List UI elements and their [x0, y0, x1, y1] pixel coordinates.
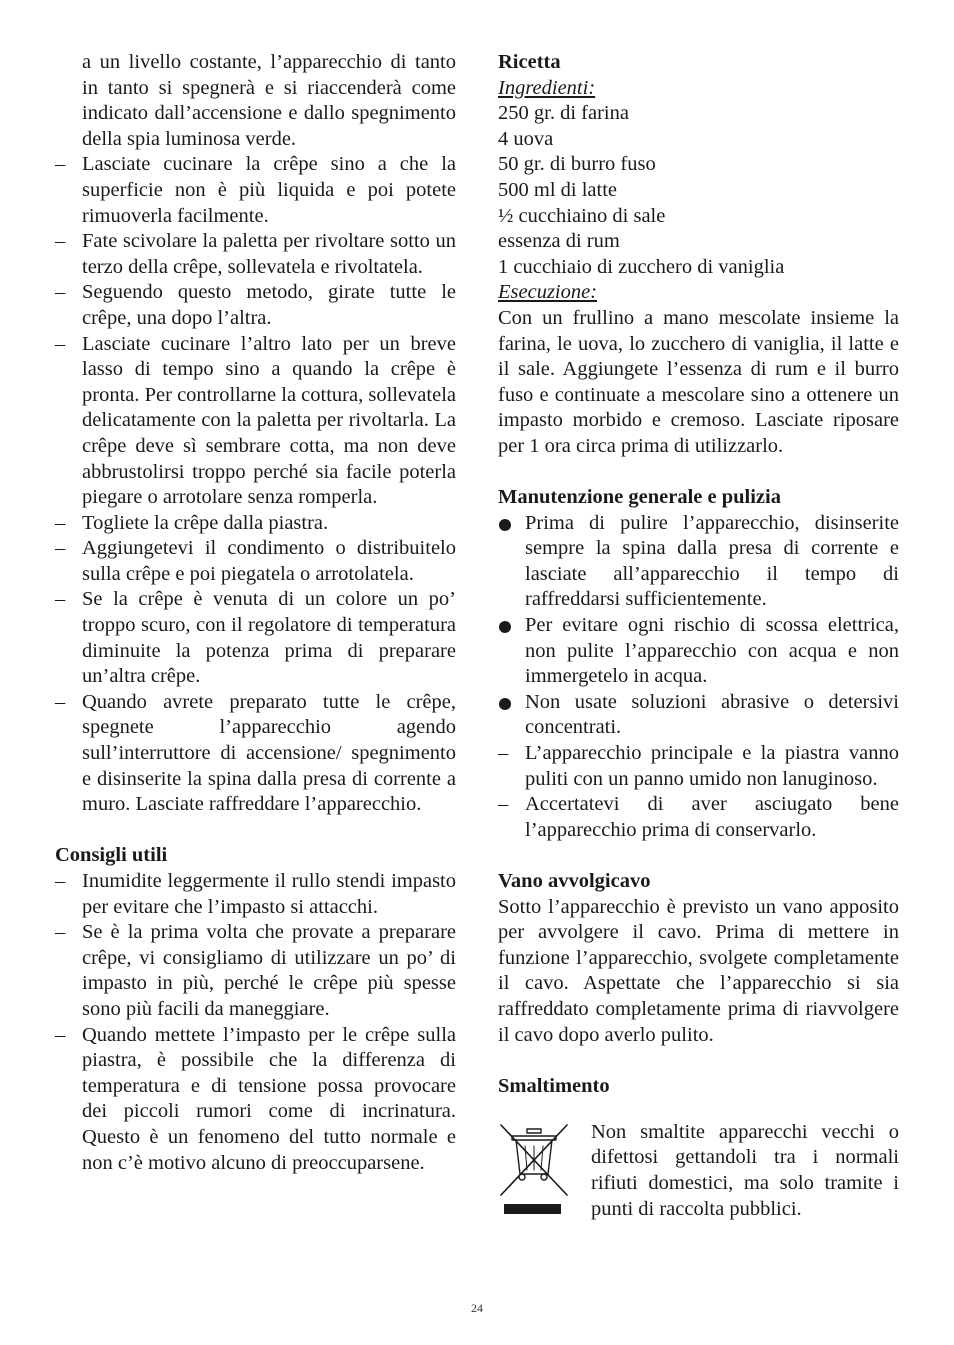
maintenance-heading: Manutenzione generale e pulizia — [498, 486, 781, 509]
recipe-heading: Ricetta — [498, 51, 561, 73]
ingredient: 50 gr. di burro fuso — [498, 153, 656, 176]
bullet-dot-icon — [499, 519, 511, 531]
maintenance-bullet: Prima di pulire l’apparecchio, disinserite sempre la spina dalla presa di corrente e lasciate all’apparecchio il tempo di raffreddarsi sufficientemente. — [498, 511, 899, 613]
step-item: – Fate scivolare la paletta per rivoltare sotto un terzo della crêpe, sollevatela e rivoltatela. — [55, 230, 456, 278]
tip-item: – Se è la prima volta che provate a preparare crêpe, vi consigliamo di utilizzare un po’ di impasto in più, perché le crêpe più spesse sono più facili da maneggiare. — [55, 921, 456, 1020]
ingredients-list — [498, 101, 899, 280]
right-column — [498, 50, 899, 1243]
maintenance-dash-item: – L’apparecchio principale e la piastra vanno puliti con un panno umido non lanuginoso. — [498, 742, 899, 790]
bullet-dot-icon — [499, 698, 511, 710]
tips-heading: Consigli utili — [55, 844, 168, 867]
ingredient: 250 gr. di farina — [498, 102, 629, 125]
ingredient: 500 ml di latte — [498, 178, 617, 201]
execution-text: Con un frullino a mano mescolate insieme la farina, le uova, lo zucchero di vaniglia, il latte e il sale. Aggiungete l’essenza di rum e il burro fuso e continuate a mescolare sino a ottenere un impasto morbido e cremoso. Lasciate riposare per 1 ora circa prima di utilizzarlo. — [498, 306, 899, 457]
step-item: – Seguendo questo metodo, girate tutte le crêpe, una dopo l’altra. — [55, 281, 456, 329]
step-item: – Lasciate cucinare la crêpe sino a che la superficie non è più liquida e poi potete rimuoverla facilmente. — [55, 153, 456, 227]
disposal-text: Non smaltite apparecchi vecchi o difettosi gettandoli tra i normali rifiuti domestici, ma solo tramite i punti di raccolta pubblici. — [591, 1120, 899, 1220]
disposal-block — [498, 1120, 899, 1222]
ingredient: 1 cucchiaio di zucchero di vaniglia — [498, 255, 785, 278]
continued-step: a un livello costante, l’apparecchio di tanto in tanto si spegnerà e si riaccenderà come indicato dall’accensione e dallo spegnimento della spia luminosa verde. — [82, 51, 456, 150]
step-item: – Togliete la crêpe dalla piastra. — [55, 511, 329, 534]
ingredient: essenza di rum — [498, 230, 620, 253]
step-item: – Se la crêpe è venuta di un colore un po’ troppo scuro, con il regolatore di temperatura diminuite la potenza prima di preparare un’altra crêpe. — [55, 588, 456, 688]
page-number: 24 — [471, 1301, 483, 1315]
cord-text: Sotto l’apparecchio è previsto un vano apposito per avvolgere il cavo. Prima di mettere in funzione l’apparecchio, svolgete completamente il cavo. Aspettate che l’apparecchio si sia raffreddato completamente prima di riavvolgere il cavo dopo averlo pulito. — [498, 895, 899, 1046]
tip-item: – Inumidite leggermente il rullo stendi impasto per evitare che l’impasto si attacchi. — [55, 870, 456, 918]
execution-label: Esecuzione: — [498, 281, 598, 304]
left-column — [55, 50, 456, 1176]
maintenance-dash-item: – Accertatevi di aver asciugato bene l’apparecchio prima di conservarlo. — [498, 793, 899, 841]
step-item: – Lasciate cucinare l’altro lato per un breve lasso di tempo sino a quando la crêpe è pronta. Per controllarne la cottura, sollevatela delicatamente con la paletta per rivoltarla. La crêpe deve sì sembrare cotta, ma non deve abbrustolirsi troppo perché sia facile poterla piegare o arrotolare senza romperla. — [55, 332, 456, 509]
maintenance-bullet: Non usate soluzioni abrasive o detersivi concentrati. — [498, 690, 899, 741]
maintenance-bullet: Per evitare ogni rischio di scossa elettrica, non pulite l’apparecchio con acqua e non immergetelo in acqua. — [498, 613, 899, 690]
ingredient: ½ cucchiaino di sale — [498, 204, 666, 227]
ingredients-label: Ingredienti: — [498, 76, 596, 99]
tip-item: – Quando mettete l’impasto per le crêpe sulla piastra, è possibile che la differenza di temperatura e di tensione possa provocare dei piccoli rumori come di incrinatura. Questo è un fenomeno del tutto normale e non c’è motivo alcuno di preoccuparsene. — [55, 1023, 456, 1174]
bullet-dot-icon — [499, 621, 511, 633]
cord-heading: Vano avvolgicavo — [498, 870, 651, 892]
step-item: – Quando avrete preparato tutte le crêpe, spegnete l’apparecchio agendo sull’interruttore di accensione/ spegnimento e disinserite la spina dalla presa di corrente a muro. Lasciate raffreddare l’apparecchio. — [55, 690, 456, 816]
weee-crossed-bin-icon — [498, 1122, 570, 1214]
ingredient: 4 uova — [498, 127, 554, 150]
step-item: – Aggiungetevi il condimento o distribuitelo sulla crêpe e poi piegatela o arrotolatela. — [55, 537, 456, 585]
disposal-heading: Smaltimento — [498, 1074, 610, 1097]
